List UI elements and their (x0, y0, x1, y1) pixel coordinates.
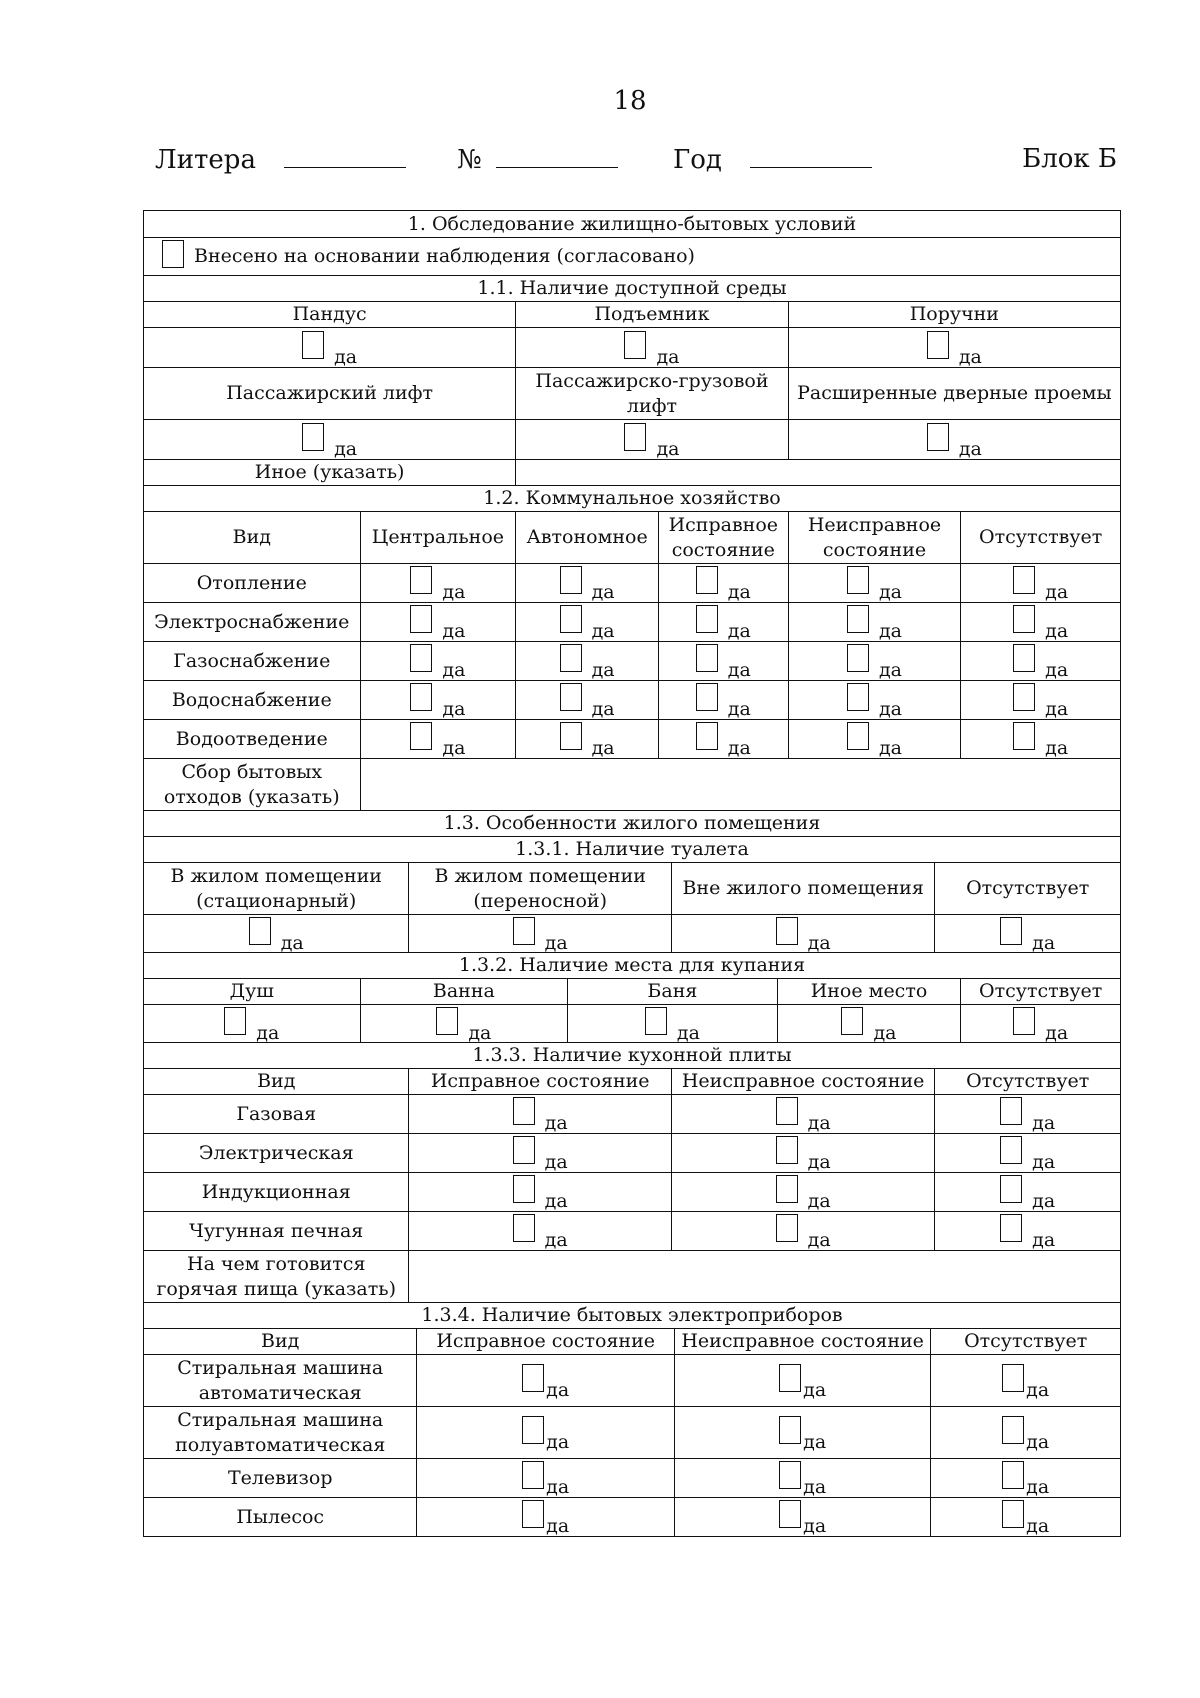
bathtub-checkbox[interactable] (436, 1007, 458, 1035)
yes-label: да (807, 1151, 831, 1173)
yes-label: да (334, 437, 358, 460)
wide-doorways-label: Расширенные дверные проемы (788, 368, 1120, 419)
utility-header-autonomous: Автономное (515, 512, 658, 563)
stove-header-absent: Отсутствует (934, 1069, 1120, 1094)
observation-checkbox[interactable] (162, 240, 184, 268)
appliance-row-label: Стиральная машина автоматическая (177, 1356, 384, 1404)
yes-label: да (803, 1430, 827, 1453)
utility-0-working-checkbox[interactable] (696, 566, 718, 594)
yes-label: да (1026, 1515, 1050, 1537)
utility-row-label: Электроснабжение (154, 610, 350, 633)
utility-2-central-checkbox[interactable] (410, 644, 432, 672)
bath-header-shower: Душ (229, 980, 274, 1002)
yes-label: да (676, 1021, 700, 1044)
yes-label: да (1045, 698, 1069, 720)
utility-3-broken-checkbox[interactable] (847, 683, 869, 711)
toilet-header-absent: Отсутствует (934, 863, 1120, 914)
stove-header-working: Исправное состояние (408, 1069, 670, 1094)
appliance-row-label: Пылесос (236, 1505, 325, 1528)
yes-label: да (807, 1229, 831, 1251)
utility-header-central: Центральное (360, 512, 516, 563)
bath-header-other: Иное место (777, 979, 961, 1004)
yes-label: да (1032, 1112, 1056, 1134)
yes-label: да (1045, 620, 1069, 642)
stove-2-absent-checkbox[interactable] (1000, 1175, 1022, 1203)
litera-input[interactable] (284, 144, 406, 168)
utility-3-central-checkbox[interactable] (410, 683, 432, 711)
section-1-3-3-title: 1.3.3. Наличие кухонной плиты (472, 1044, 792, 1066)
sauna-checkbox[interactable] (645, 1007, 667, 1035)
yes-label: да (807, 1190, 831, 1212)
yes-label: да (544, 1151, 568, 1173)
utility-3-working-checkbox[interactable] (696, 683, 718, 711)
yes-label: да (544, 1112, 568, 1134)
yes-label: да (591, 659, 615, 681)
section-1-2-title: 1.2. Коммунальное хозяйство (483, 487, 781, 509)
stove-1-working-checkbox[interactable] (513, 1136, 535, 1164)
yes-label: да (727, 581, 751, 603)
utility-1-broken-checkbox[interactable] (847, 605, 869, 633)
utility-1-absent-checkbox[interactable] (1013, 605, 1035, 633)
utility-2-autonomous-checkbox[interactable] (560, 644, 582, 672)
toilet-absent-checkbox[interactable] (1000, 917, 1022, 945)
stove-row-label: Газовая (236, 1102, 317, 1125)
yes-label: да (1032, 1151, 1056, 1173)
lift-platform-checkbox[interactable] (624, 331, 646, 359)
stove-row (144, 1094, 1120, 1133)
passenger-elevator-label: Пассажирский лифт (226, 382, 434, 404)
utility-0-absent-checkbox[interactable] (1013, 566, 1035, 594)
stove-header-broken: Неисправное состояние (671, 1069, 934, 1094)
appliance-2-absent-checkbox[interactable] (1002, 1461, 1024, 1489)
yes-label: да (878, 620, 902, 642)
utility-2-broken-checkbox[interactable] (847, 644, 869, 672)
utility-4-central-checkbox[interactable] (410, 722, 432, 750)
bath-absent-checkbox[interactable] (1013, 1007, 1035, 1035)
yes-label: да (1026, 1430, 1050, 1453)
yes-label: да (468, 1021, 492, 1044)
yes-label: да (656, 345, 680, 368)
yes-label: да (591, 620, 615, 642)
yes-label: да (442, 698, 466, 720)
stove-row-label: Чугунная печная (189, 1219, 364, 1242)
stove-row (144, 1133, 1120, 1172)
number-input[interactable] (496, 144, 618, 168)
appliance-header-type: Вид (261, 1330, 300, 1352)
yes-label: да (873, 1021, 897, 1044)
section-1-3-title: 1.3. Особенности жилого помещения (443, 812, 821, 834)
yes-label: да (1032, 1229, 1056, 1251)
stove-2-working-checkbox[interactable] (513, 1175, 535, 1203)
stove-row-label: Индукционная (201, 1180, 351, 1203)
section-1-3-2-title: 1.3.2. Наличие места для купания (458, 954, 806, 976)
appliance-3-absent-checkbox[interactable] (1002, 1500, 1024, 1528)
utility-header-absent: Отсутствует (960, 512, 1120, 563)
observation-label: Внесено на основании наблюдения (согласовано) (194, 245, 695, 267)
utility-0-autonomous-checkbox[interactable] (560, 566, 582, 594)
other-bath-checkbox[interactable] (841, 1007, 863, 1035)
ramp-label: Пандус (292, 303, 367, 325)
yes-label: да (878, 698, 902, 720)
utility-row (144, 563, 1120, 602)
appliance-2-broken-checkbox[interactable] (779, 1461, 801, 1489)
utility-row (144, 719, 1120, 758)
yes-label: да (546, 1430, 570, 1453)
yes-label: да (958, 437, 982, 460)
litera-field (155, 144, 406, 175)
utility-row-label: Газоснабжение (173, 649, 331, 672)
toilet-header-portable: В жилом помещении (переносной) (408, 863, 670, 914)
utility-4-broken-checkbox[interactable] (847, 722, 869, 750)
utility-3-autonomous-checkbox[interactable] (560, 683, 582, 711)
survey-form (143, 210, 1121, 1537)
utility-header-broken: Неисправное состояние (788, 512, 961, 563)
stove-3-absent-checkbox[interactable] (1000, 1214, 1022, 1242)
section-1-3-1-title: 1.3.1. Наличие туалета (515, 838, 749, 860)
stove-row-label: Электрическая (198, 1141, 354, 1164)
yes-label: да (656, 437, 680, 460)
yes-label: да (807, 931, 831, 954)
year-input[interactable] (750, 144, 872, 168)
appliance-row (144, 1497, 1120, 1536)
yes-label: да (958, 345, 982, 368)
yes-label: да (544, 931, 568, 954)
hot-food-label: На чем готовится горячая пища (указать) (156, 1252, 397, 1300)
yes-label: да (1045, 1021, 1069, 1044)
appliance-row (144, 1406, 1120, 1458)
appliance-0-broken-checkbox[interactable] (779, 1364, 801, 1392)
waste-input[interactable] (360, 759, 1120, 810)
yes-label: да (727, 698, 751, 720)
utility-row-label: Водоотведение (175, 727, 328, 750)
section-1-3-4-title: 1.3.4. Наличие бытовых электроприборов (421, 1304, 843, 1326)
yes-label: да (803, 1515, 827, 1537)
utility-2-absent-checkbox[interactable] (1013, 644, 1035, 672)
freight-elevator-checkbox[interactable] (624, 423, 646, 451)
toilet-portable-checkbox[interactable] (513, 917, 535, 945)
stove-header-type: Вид (257, 1070, 296, 1092)
yes-label: да (256, 1021, 280, 1044)
yes-label: да (1045, 581, 1069, 603)
appliance-header-working: Исправное состояние (416, 1329, 673, 1354)
stove-3-working-checkbox[interactable] (513, 1214, 535, 1242)
hot-food-input[interactable] (408, 1251, 1120, 1302)
toilet-outside-checkbox[interactable] (776, 917, 798, 945)
appliance-row-label: Стиральная машина полуавтоматическая (175, 1408, 386, 1456)
yes-label: да (546, 1476, 570, 1498)
other-accessibility-input[interactable] (515, 460, 1120, 485)
appliance-1-broken-checkbox[interactable] (779, 1416, 801, 1444)
yes-label: да (878, 581, 902, 603)
yes-label: да (807, 1112, 831, 1134)
yes-label: да (442, 581, 466, 603)
appliance-row-label: Телевизор (227, 1466, 333, 1489)
utility-row-label: Водоснабжение (171, 688, 332, 711)
year-field (673, 144, 872, 175)
yes-label: да (1045, 737, 1069, 759)
stove-row (144, 1172, 1120, 1211)
yes-label: да (442, 737, 466, 759)
yes-label: да (544, 1229, 568, 1251)
appliance-header-absent: Отсутствует (930, 1329, 1120, 1354)
handrails-label: Поручни (788, 302, 1120, 327)
yes-label: да (591, 737, 615, 759)
utility-row (144, 602, 1120, 641)
appliance-0-working-checkbox[interactable] (522, 1364, 544, 1392)
shower-checkbox[interactable] (224, 1007, 246, 1035)
bath-header-sauna: Баня (567, 979, 777, 1004)
toilet-header-stationary: В жилом помещении (стационарный) (170, 864, 382, 912)
appliance-0-absent-checkbox[interactable] (1002, 1364, 1024, 1392)
utility-row (144, 641, 1120, 680)
yes-label: да (878, 737, 902, 759)
other-accessibility-label: Иное (указать) (254, 461, 405, 483)
toilet-header-outside: Вне жилого помещения (671, 863, 934, 914)
waste-label: Сбор бытовых отходов (указать) (163, 760, 340, 808)
utility-header-working: Исправное состояние (658, 512, 788, 563)
toilet-stationary-checkbox[interactable] (249, 917, 271, 945)
yes-label: да (727, 659, 751, 681)
utility-1-autonomous-checkbox[interactable] (560, 605, 582, 633)
appliance-3-working-checkbox[interactable] (522, 1500, 544, 1528)
year-label: Год (673, 145, 722, 175)
utility-1-central-checkbox[interactable] (410, 605, 432, 633)
yes-label: да (1032, 931, 1056, 954)
yes-label: да (591, 698, 615, 720)
yes-label: да (1032, 1190, 1056, 1212)
utility-4-absent-checkbox[interactable] (1013, 722, 1035, 750)
appliance-header-broken: Неисправное состояние (674, 1329, 930, 1354)
freight-elevator-label: Пассажирско-грузовой лифт (515, 368, 787, 419)
wide-doorways-checkbox[interactable] (927, 423, 949, 451)
section-1-1-title: 1.1. Наличие доступной среды (477, 277, 787, 299)
appliance-2-working-checkbox[interactable] (522, 1461, 544, 1489)
stove-0-absent-checkbox[interactable] (1000, 1097, 1022, 1125)
appliance-1-working-checkbox[interactable] (522, 1416, 544, 1444)
ramp-checkbox[interactable] (302, 331, 324, 359)
section-1-title: 1. Обследование жилищно-бытовых условий (407, 212, 857, 235)
page-number: 18 (613, 86, 647, 116)
form-header (155, 144, 1117, 184)
yes-label: да (1026, 1378, 1050, 1401)
yes-label: да (442, 659, 466, 681)
utility-2-working-checkbox[interactable] (696, 644, 718, 672)
number-label: № (457, 145, 482, 175)
utility-0-central-checkbox[interactable] (410, 566, 432, 594)
utility-1-working-checkbox[interactable] (696, 605, 718, 633)
stove-3-broken-checkbox[interactable] (776, 1214, 798, 1242)
yes-label: да (803, 1378, 827, 1401)
yes-label: да (591, 581, 615, 603)
stove-1-absent-checkbox[interactable] (1000, 1136, 1022, 1164)
appliance-1-absent-checkbox[interactable] (1002, 1416, 1024, 1444)
handrails-checkbox[interactable] (927, 331, 949, 359)
yes-label: да (878, 659, 902, 681)
yes-label: да (442, 620, 466, 642)
utility-4-working-checkbox[interactable] (696, 722, 718, 750)
litera-label: Литера (155, 145, 256, 175)
yes-label: да (544, 1190, 568, 1212)
utility-header-type: Вид (232, 526, 271, 548)
utility-row (144, 680, 1120, 719)
bath-header-absent: Отсутствует (960, 979, 1120, 1004)
yes-label: да (1045, 659, 1069, 681)
yes-label: да (1026, 1476, 1050, 1498)
yes-label: да (546, 1378, 570, 1401)
stove-0-broken-checkbox[interactable] (776, 1097, 798, 1125)
block-label: Блок Б (1022, 144, 1117, 174)
stove-0-working-checkbox[interactable] (513, 1097, 535, 1125)
utility-row-label: Отопление (196, 571, 307, 594)
utility-4-autonomous-checkbox[interactable] (560, 722, 582, 750)
appliance-3-broken-checkbox[interactable] (779, 1500, 801, 1528)
utility-3-absent-checkbox[interactable] (1013, 683, 1035, 711)
stove-2-broken-checkbox[interactable] (776, 1175, 798, 1203)
stove-row (144, 1211, 1120, 1250)
appliance-row (144, 1458, 1120, 1497)
number-field (457, 144, 618, 175)
lift-platform-label: Подъемник (515, 302, 787, 327)
yes-label: да (334, 345, 358, 368)
yes-label: да (280, 931, 304, 954)
yes-label: да (803, 1476, 827, 1498)
bath-header-bathtub: Ванна (360, 979, 568, 1004)
yes-label: да (727, 620, 751, 642)
stove-1-broken-checkbox[interactable] (776, 1136, 798, 1164)
appliance-row (144, 1354, 1120, 1406)
yes-label: да (727, 737, 751, 759)
yes-label: да (546, 1515, 570, 1537)
utility-0-broken-checkbox[interactable] (847, 566, 869, 594)
passenger-elevator-checkbox[interactable] (302, 423, 324, 451)
